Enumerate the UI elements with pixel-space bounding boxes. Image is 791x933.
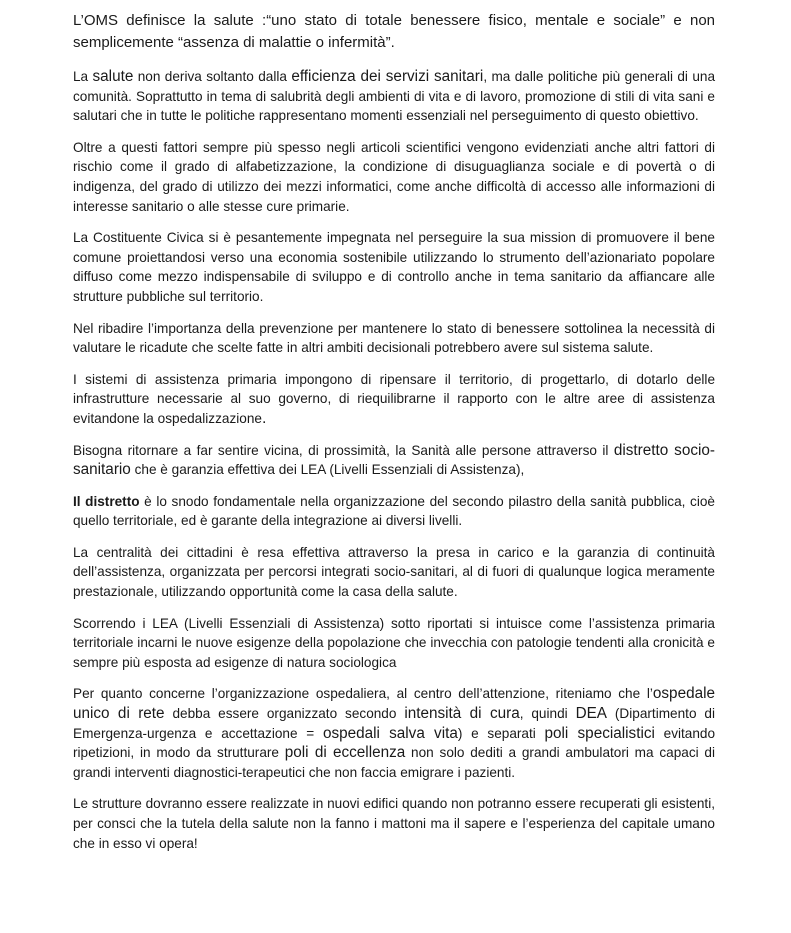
paragraph-hospital: Per quanto concerne l’organizzazione ospedaliera, al centro dell’attenzione, riteniamo che l’ospedale unico di rete debba essere organizzato secondo intensità di cura, quindi DEA (Dipartimento di Emergenza-urgenza e accettazione = ospedali salva vita) e separati poli specialistici evitando ripetizioni, in modo da strutturare poli di eccellenza non solo dediti a grandi ambulatori ma capaci di grandi interventi diagnostici-terapeutici che non faccia emigrare i pazienti.	[73, 685, 716, 780]
paragraph-oms-definition	[73, 10, 715, 53]
paragraph-distretto-role: Il distretto è lo snodo fondamentale nella organizzazione del secondo pilastro della sanità pubblica, cioè quello territoriale, ed è garante della integrazione ai diversi livelli.	[73, 493, 715, 529]
oms-quote: :“uno stato di totale benessere fisico, mentale e sociale” e non semplicemente “assenza di malattie o infermità”.	[73, 12, 716, 51]
paragraph-costituente-civica: La Costituente Civica si è pesantemente impegnata nel perseguire la sua mission di promuovere il bene comune proiettandosi verso una economia sostenibile utilizzando lo strumento dell’azionariato popolare diffuso come mezzo indispensabile di sviluppo e di controllo anche in tema sanitario da affiancare alle strutture pubbliche sul territorio.	[73, 230, 715, 304]
paragraph-health-policies: La salute non deriva soltanto dalla efficienza dei servizi sanitari, ma dalle politiche più generali di una comunità. Soprattutto in tema di salubrità degli ambienti di vita e di lavoro, promozione di stili di vita sani e salutari che in tutte le politiche rappresentano momenti essenziali nel perseguimento di questo obiettivo.	[73, 68, 716, 124]
paragraph-distretto-intro: Bisogna ritornare a far sentire vicina, di prossimità, la Sanità alle persone attraverso il distretto socio-sanitario che è garanzia effettiva dei LEA (Livelli Essenziali di Assistenza),	[73, 441, 715, 479]
efficienza-term: efficienza dei servizi sanitari	[291, 68, 484, 85]
paragraph-primary-care: I sistemi di assistenza primaria impongono di ripensare il territorio, di progettarlo, di dotarlo delle infrastrutture necessarie al suo governo, di riequilibrarne il rapporto con le altre aree di assistenza evitandone la ospedalizzazione.	[73, 371, 715, 427]
distretto-bold: Il distretto	[73, 493, 140, 509]
oms-lead: L’OMS definisce la salute	[73, 12, 254, 29]
paragraph-buildings: Le strutture dovranno essere realizzate in nuovi edifici quando non potranno essere recuperati gli esistenti, per consci che la tutela della salute non la fanno i mattoni ma il sapere e l’esperienza del capitale umano che in esso vi opera!	[73, 796, 715, 851]
distretto-term: distretto socio-sanitario	[73, 441, 715, 479]
paragraph-risk-factors: Oltre a questi fattori sempre più spesso negli articoli scientifici vengono evidenziati anche altri fattori di rischio come il grado di alfabetizzazione, la condizione di disuguaglianza sociale e di povertà o di indigenza, del grado di utilizzo dei mezzi informatici, come anche difficoltà di accesso alle informazioni di interesse sanitario o alle stesse cure primarie.	[73, 139, 715, 214]
paragraph-prevention: Nel ribadire l’importanza della prevenzione per mantenere lo stato di benessere sottolinea la necessità di valutare le ricadute che scelte fatte in altri ambiti decisionali potrebbero avere sul sistema salute.	[73, 320, 715, 356]
paragraph-lea: Scorrendo i LEA (Livelli Essenziali di Assistenza) sotto riportati si intuisce come l’assistenza primaria territoriale incarni le nuove esigenze della popolazione che invecchia con patologie tendenti alla cronicità e sempre più esposta ad esigenze di natura sociologica	[73, 615, 715, 670]
paragraph-citizens: La centralità dei cittadini è resa effettiva attraverso la presa in carico e la garanzia di continuità dell’assistenza, organizzata per percorsi integrati socio-sanitari, al di fuori di qualunque logica meramente prestazionale, utilizzando opportunità come la casa della salute.	[73, 544, 715, 600]
salute-term: salute	[92, 68, 134, 85]
